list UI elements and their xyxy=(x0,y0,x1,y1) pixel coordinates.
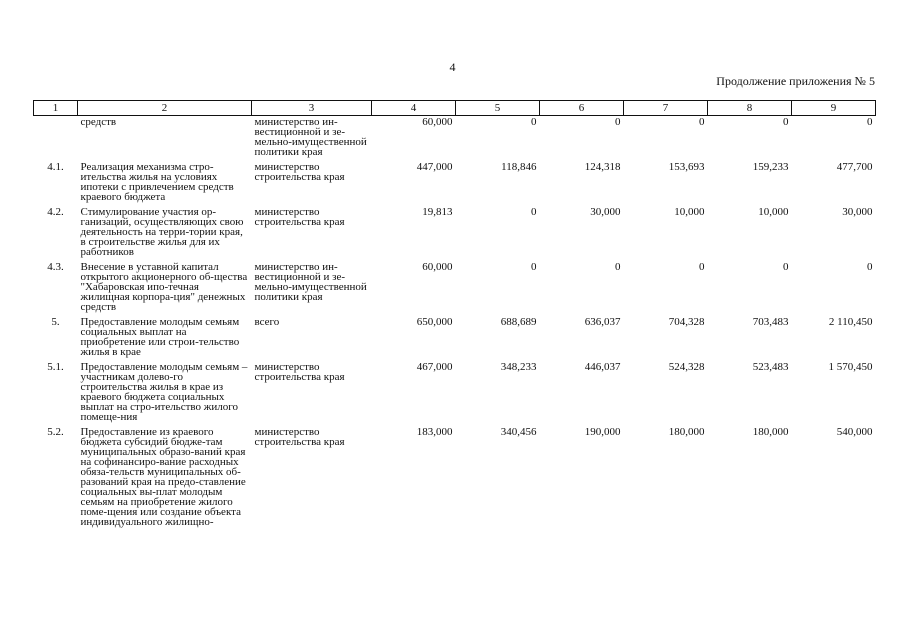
value-cell: 118,846 xyxy=(501,161,537,173)
column-header: 9 xyxy=(792,101,876,116)
value-cell: 0 xyxy=(867,116,873,128)
value-cell: 180,000 xyxy=(752,426,789,438)
value-cell: 153,693 xyxy=(668,161,705,173)
table-row xyxy=(34,206,876,261)
measure-name: Предоставление молодым семьям социальных выплат на приобретение или строи-тельство жилья в крае xyxy=(80,316,240,358)
value-cell: 0 xyxy=(615,261,621,273)
value-cell: 477,700 xyxy=(836,161,873,173)
appendix-continuation-label: Продолжение приложения № 5 xyxy=(716,74,875,88)
table-row xyxy=(34,426,876,531)
table-row xyxy=(34,316,876,361)
value-cell: 703,483 xyxy=(752,316,789,328)
row-index xyxy=(34,116,78,162)
row-index: 5.1. xyxy=(47,361,64,373)
value-cell: 688,689 xyxy=(500,316,537,328)
table-row xyxy=(34,161,876,206)
value-cell: 60,000 xyxy=(422,116,453,128)
executor: министерство строительства края xyxy=(254,161,345,183)
value-cell: 524,328 xyxy=(668,361,705,373)
value-cell: 183,000 xyxy=(416,426,453,438)
row-index: 4.3. xyxy=(47,261,64,273)
measure-name: Предоставление из краевого бюджета субсидий бюдже-там муниципальных образо-ваний края на софинансиро-вание расходных обяза-тельств муниципальных об-разований края на предо-ставление социальных вы-плат молодым семьям на приобретение жилого поме-щения или создание объекта индивидуального жилищно- xyxy=(80,426,246,528)
value-cell: 0 xyxy=(783,116,789,128)
table-row xyxy=(34,116,876,162)
row-index: 5. xyxy=(51,316,60,328)
value-cell: 704,328 xyxy=(668,316,705,328)
value-cell: 0 xyxy=(867,261,873,273)
row-index: 4.2. xyxy=(47,206,64,218)
column-header: 2 xyxy=(78,101,252,116)
value-cell: 0 xyxy=(783,261,789,273)
measure-name: Реализация механизма стро-ительства жилья на условиях ипотеки с привлечением средств краевого бюджета xyxy=(80,161,234,203)
value-cell: 1 570,450 xyxy=(828,361,873,373)
column-header: 8 xyxy=(708,101,792,116)
value-cell: 0 xyxy=(531,206,537,218)
appendix-table xyxy=(33,100,876,531)
value-cell: 0 xyxy=(531,261,537,273)
page-number: 4 xyxy=(449,60,456,74)
column-header: 3 xyxy=(252,101,372,116)
measure-name: Стимулирование участия ор-ганизаций, осуществляющих свою деятельность на терри-тории края, в строительстве жилья для их работников xyxy=(80,206,244,258)
table-row xyxy=(34,261,876,316)
column-header: 7 xyxy=(624,101,708,116)
executor: министерство ин-вестиционной и зе-мельно-имущественной политики края xyxy=(254,116,367,158)
executor: министерство строительства края xyxy=(254,206,345,228)
value-cell: 124,318 xyxy=(584,161,621,173)
value-cell: 19,813 xyxy=(422,206,453,218)
value-cell: 0 xyxy=(531,116,537,128)
measure-name: средств xyxy=(80,116,117,128)
value-cell: 10,000 xyxy=(674,206,705,218)
value-cell: 636,037 xyxy=(584,316,621,328)
value-cell: 0 xyxy=(699,116,705,128)
column-header: 1 xyxy=(34,101,78,116)
table-header-row xyxy=(34,101,876,116)
row-index: 5.2. xyxy=(47,426,64,438)
executor: министерство строительства края xyxy=(254,361,345,383)
value-cell: 348,233 xyxy=(500,361,537,373)
column-header: 5 xyxy=(456,101,540,116)
value-cell: 10,000 xyxy=(758,206,789,218)
value-cell: 0 xyxy=(615,116,621,128)
value-cell: 447,000 xyxy=(416,161,453,173)
executor: министерство ин-вестиционной и зе-мельно-имущественной политики края xyxy=(254,261,367,303)
row-index: 4.1. xyxy=(47,161,64,173)
value-cell: 0 xyxy=(699,261,705,273)
value-cell: 650,000 xyxy=(416,316,453,328)
executor: всего xyxy=(254,316,280,328)
value-cell: 2 110,450 xyxy=(828,316,873,328)
value-cell: 540,000 xyxy=(836,426,873,438)
measure-name: Предоставление молодым семьям – участникам долево-го строительства жилья в крае из краевого бюджета социальных выплат на стро-ительство жилого помеще-ния xyxy=(80,361,248,423)
value-cell: 60,000 xyxy=(422,261,453,273)
table-row xyxy=(34,361,876,426)
measure-name: Внесение в уставной капитал открытого акционерного об-щества "Хабаровская ипо-течная жилищная корпора-ция" денежных средств xyxy=(80,261,248,313)
column-header: 6 xyxy=(540,101,624,116)
value-cell: 159,233 xyxy=(752,161,789,173)
executor: министерство строительства края xyxy=(254,426,345,448)
value-cell: 446,037 xyxy=(584,361,621,373)
value-cell: 30,000 xyxy=(590,206,621,218)
value-cell: 180,000 xyxy=(668,426,705,438)
value-cell: 523,483 xyxy=(752,361,789,373)
value-cell: 30,000 xyxy=(842,206,873,218)
value-cell: 190,000 xyxy=(584,426,621,438)
value-cell: 340,456 xyxy=(500,426,537,438)
column-header: 4 xyxy=(372,101,456,116)
value-cell: 467,000 xyxy=(416,361,453,373)
